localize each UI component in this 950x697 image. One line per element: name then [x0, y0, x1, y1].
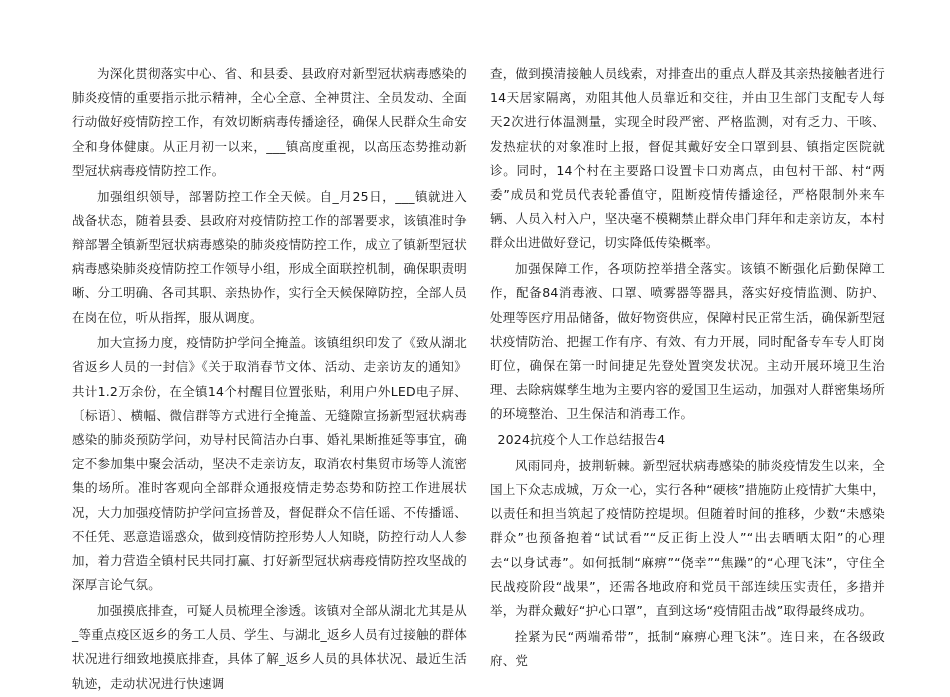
paragraph-publicity: 加大宣扬力度，疫情防护学问全掩盖。该镇组织印发了《致从湖北省返乡人员的一封信》《关于取消春节文体、活动、走亲访友的通知》共计1.2万余份，在全镇14个村醒目位置张贴，利用户外LED电子屏、〔标语〕、横幅、微信群等方式进行全掩盖、无缝隙宣扬新型冠状病毒感染的肺炎预防学问，劝导村民简洁办白事、婚礼果断推延等事宜，确定不参加集中聚会活动，坚决不走亲访友，取消农村集贸市场等人流密集的场所。准时客观向全部群众通报疫情走势态势和防控工作进展状况，大力加强疫情防护学问宣扬普及，督促群众不信任谣、不传播谣、不任凭、恶意造谣惑众，做到疫情防控形势人人知晓，防控行动人人参加，着力营造全镇村民共同打赢、打好新型冠状病毒疫情防控攻坚战的深厚言论气氛。: [72, 335, 467, 593]
paragraph-screening-continued: 查，做到摸清接触人员线索，对排查出的重点人群及其亲热接触者进行14天居家隔离，劝阻其他人员靠近和交往，并由卫生部门支配专人每天2次进行体温测量，实现全时段严密、严格监测，对有乏力、干咳、发热症状的对象准时上报，督促其戴好安全口罩到县、镇指定医院就诊。同时，14个村在主要路口设置卡口劝离点，由包村干部、村“两委”成员和党员代表轮番值守，阻断疫情传播途径，严格限制外来车辆、人员入村入户，坚决毫不模糊禁止群众串门拜年和走亲访友，本村群众出进做好登记，切实降低传染概率。: [490, 66, 885, 251]
paragraph-screening: 加强摸底排查，可疑人员梳理全渗透。该镇对全部从湖北尤其是从_等重点疫区返乡的务工人员、学生、与湖北_返乡人员有过接触的群体状况进行细致地摸底排查，具体了解_返乡人员的具体状况、最近生活轨迹，走动状况进行快速调: [72, 602, 467, 691]
paragraph-logistics: 加强保障工作，各项防控举措全落实。该镇不断强化后勤保障工作，配备84消毒液、口罩、喷雾器等器具，落实好疫情监测、防护、处理等医疗用品储备，做好物资供应，保障村民正常生活，确保新型冠状疫情防治、把握工作有序、有效、有力开展，同时配备专车专人盯岗盯位，确保在第一时间捷足先登处置突发状况。主动开展环境卫生治理、去除病媒孳生地为主要内容的爱国卫生运动，加强对人群密集场所的环境整治、卫生保洁和消毒工作。: [490, 261, 885, 422]
paragraph-intro: 为深化贯彻落实中心、省、和县委、县政府对新型冠状病毒感染的肺炎疫情的重要指示批示精神，全心全意、全神贯注、全员发动、全面行动做好疫情防控工作，有效切断病毒传播途径，确保人民群众生命安全和身体健康。从正月初一以来，___镇高度重视，以高压态势推动新型冠状病毒疫情防控工作。: [72, 66, 467, 178]
right-column: [490, 62, 885, 675]
section-heading: 2024抗疫个人工作总结报告4: [497, 432, 666, 448]
paragraph-vigilance: 拴紧为民“两端希带”，抵制“麻痹心理飞沫”。连日来，在各级政府、党: [490, 628, 885, 668]
paragraph-organization: 加强组织领导，部署防控工作全天候。自_月25日，___镇就进入战备状态，随着县委、县政府对疫情防控工作的部署要求，该镇准时争辩部署全镇新型冠状病毒感染的肺炎疫情防控工作，成立了镇新型冠状病毒感染肺炎疫情防控工作领导小组，形成全面联控机制，确保职责明晰、分工明确、各司其职、亲热协作，实行全天候保障防控，全部人员在岗在位，听从指挥，服从调度。: [72, 188, 467, 325]
paragraph-unity: 风雨同舟，披荆斩棘。新型冠状病毒感染的肺炎疫情发生以来，全国上下众志成城，万众一心，实行各种“硬核”措施防止疫情扩大集中，以责任和担当筑起了疫情防控堤坝。但随着时间的推移，少数“未感染群众”也预备抱着“试试看”“反正街上没人”“出去晒晒太阳”的心理去“以身试毒”。如何抵制“麻痹”“侥幸”“焦躁”的“心理飞沫”，守住全民战疫阶段“战果”，还需各地政府和党员干部连续压实责任，多措并举，为群众戴好“护心口罩”，直到这场“疫情阻击战”取得最终成功。: [490, 457, 885, 618]
left-column: [72, 62, 467, 697]
